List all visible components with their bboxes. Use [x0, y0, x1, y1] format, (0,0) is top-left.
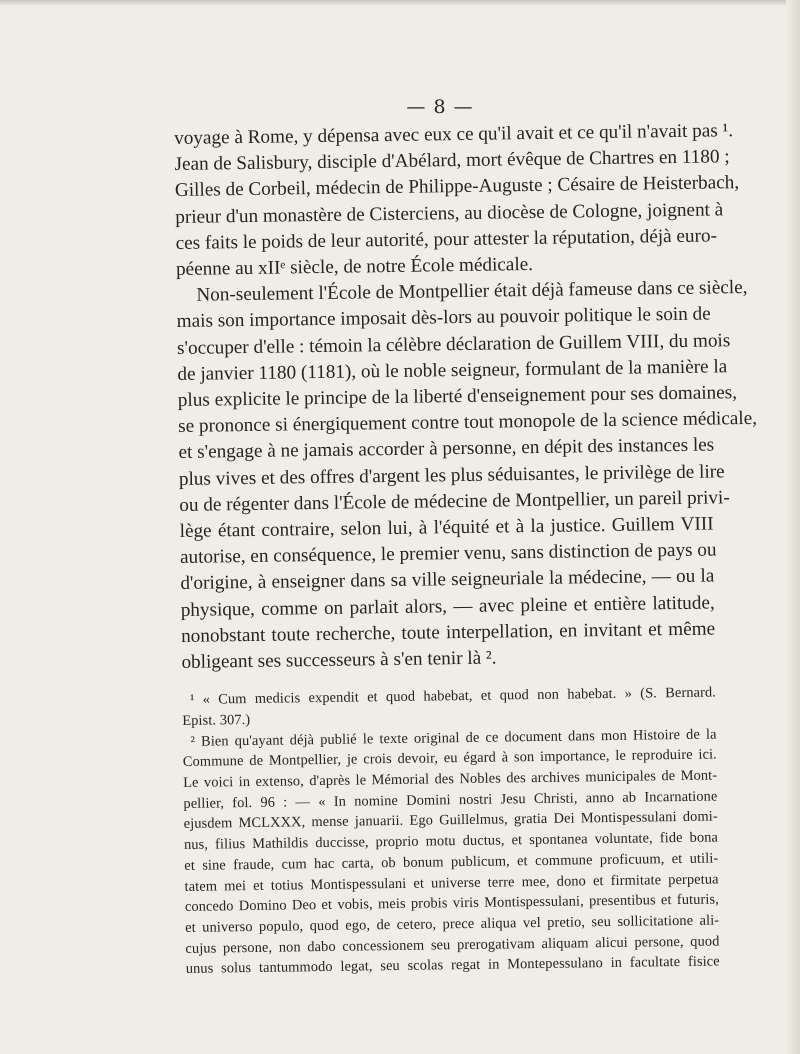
body-line: plus vives et des offres d'argent les plus séduisantes, le privilège de lire: [178, 460, 725, 490]
body-line: physique, comme on parlait alors, — avec pleine et entière latitude,: [180, 592, 715, 621]
body-line: Non-seulement l'École de Montpellier était déjà fameuse dans ce siècle,: [196, 277, 748, 306]
body-line: péenne au xIIᵉ siècle, de notre École médicale.: [175, 254, 534, 281]
body-line: voyage à Rome, y dépensa avec eux ce qu'il avait et ce qu'il n'avait pas ¹.: [174, 120, 734, 149]
footnote-line: concedo Domino Deo et vobis, meis probis viris Montispessulani, presentibus et futuris,: [184, 891, 719, 916]
body-line: mais son importance imposait dès-lors au pouvoir politique le soin de: [176, 303, 711, 333]
footnote-line: ¹ « Cum medicis expendit et quod habebat, et quod non habebat. » (S. Bernard.: [189, 684, 717, 709]
body-line: s'occuper d'elle : témoin la célèbre déclaration de Guillem VIII, du mois: [176, 329, 731, 359]
body-line: de janvier 1180 (1181), où le noble seigneur, formulant de la manière la: [177, 356, 728, 385]
body-line: nonobstant toute recherche, toute interpellation, en invitant et même: [180, 618, 716, 647]
footnote-line: pellier, fol. 96 : — « In nomine Domini nostri Jesu Christi, anno ab Incarnatione: [183, 788, 718, 812]
footnote-line: ejusdem MCLXXX, mense januarii. Ego Guillelmus, gratia Dei Montispessulani domi-: [183, 808, 718, 833]
footnote-line: Commune de Montpellier, je crois devoir, eu égard à son importance, le reproduire ici.: [182, 746, 717, 771]
page-top-edge: [0, 0, 800, 6]
footnote-line: tatem mei et totius Montispessulani et universe terre mee, dono et firmitate perpetua: [184, 871, 719, 895]
text-block: [174, 119, 758, 980]
body-line: d'origine, à enseigner dans sa ville seigneuriale la médecine, — ou la: [180, 565, 715, 595]
page-number: — 8 —: [406, 96, 474, 118]
footnotes: [182, 683, 720, 980]
footnote-line: nus, filius Mathildis duccisse, proprio motu ductus, et spontanea voluntate, fide bona: [183, 829, 719, 854]
body-line: ces faits le poids de leur autorité, pour attester la réputation, déjà euro-: [175, 225, 718, 254]
body-line: ou de régenter dans l'École de médecine de Montpellier, un pareil privi-: [179, 487, 730, 516]
body-line: se prononce si énergiquement contre tout monopole de la science médicale,: [178, 408, 758, 438]
footnote-line: et universo populo, quod ego, de cetero, prece aliqua vel pretio, seu sollicitatione ali-: [185, 912, 720, 936]
body-line: prieur d'un monastère de Cisterciens, au diocèse de Cologne, joignent à: [175, 198, 724, 228]
body-line: obligeant ses successeurs à s'en tenir là ².: [181, 647, 497, 674]
body-line: et s'engage à ne jamais accorder à personne, en dépit des instances les: [178, 434, 715, 464]
body-line: Gilles de Corbeil, médecin de Philippe-Auguste ; Césaire de Heisterbach,: [174, 172, 740, 202]
body-line: plus explicite le principe de la liberté d'enseignement pour ses domaines,: [177, 382, 738, 412]
footnote-line: Le voici in extenso, d'après le Mémorial des Nobles des archives municipales de Mont-: [183, 767, 718, 792]
body-line: lège étant contraire, selon lui, à l'équité et à la justice. Guillem VIII: [179, 513, 714, 543]
footnote-line: unus solus tantummodo legat, seu scolas regat in Montepessulano in facultate fisice: [185, 953, 720, 978]
body-line: autorise, en conséquence, le premier venu, sans distinction de pays ou: [179, 539, 717, 569]
body-line: Jean de Salisbury, disciple d'Abélard, mort évêque de Chartres en 1180 ;: [174, 146, 730, 176]
footnote-line: cujus persone, non dabo concessionem seu prerogativam aliquam alicui persone, quod: [185, 933, 720, 957]
footnote-line: ² Bien qu'ayant déjà publié le texte original de ce document dans mon Histoire de la: [190, 726, 717, 750]
footnote-line: et sine fraude, cum hac carta, ob bonum publicum, et commune proficuum, et utili-: [184, 850, 719, 874]
page-right-edge: [786, 0, 800, 1054]
body-text: [174, 119, 758, 677]
footnote-line: Epist. 307.): [182, 711, 251, 729]
